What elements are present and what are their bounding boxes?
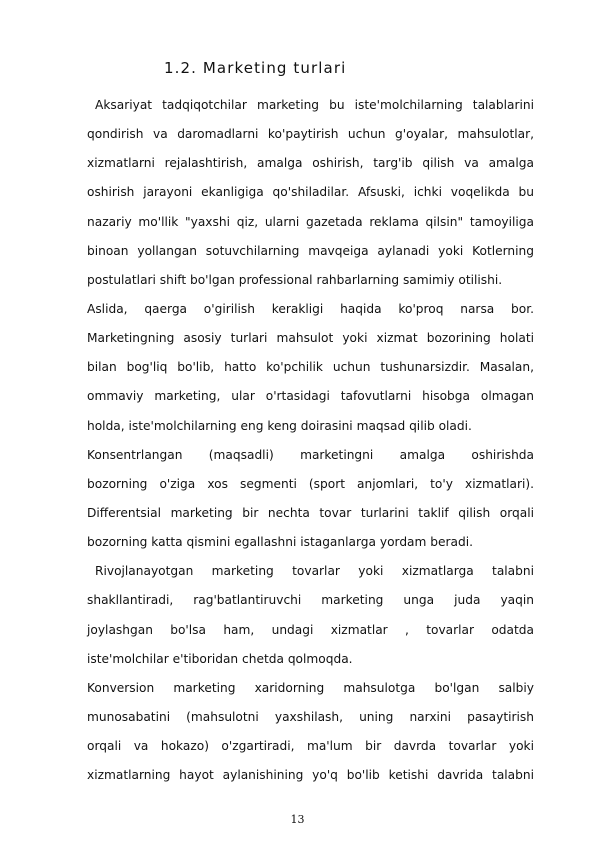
page-number: 13 (290, 813, 305, 826)
text-line: Rivojlanayotgan marketing tovarlar yoki xizmatlarga talabni (95, 564, 534, 579)
section-heading: 1.2. Marketing turlari (164, 59, 347, 77)
body-text (87, 91, 534, 790)
text-line: binoan yollangan sotuvchilarning mavqeiga aylanadi yoki Kotlerning (87, 243, 534, 258)
text-line: Aslida, qaerga o'girilish kerakligi haqida ko'proq narsa bor. (87, 301, 534, 316)
text-line: ommaviy marketing, ular o'rtasidagi tafovutlarni hisobga olmagan (87, 389, 534, 404)
text-line: postulatlari shift bo'lgan professional rahbarlarning samimiy otilishi. (87, 272, 503, 287)
text-line: Konversion marketing xaridorning mahsulotga bo'lgan salbiy (87, 680, 534, 695)
text-line: oshirish jarayoni ekanligiga qo'shiladilar. Afsuski, ichki voqelikda bu (87, 185, 534, 200)
text-line: qondirish va daromadlarni ko'paytirish uchun g'oyalar, mahsulotlar, (87, 127, 534, 142)
text-line: joylashgan bo'lsa ham, undagi xizmatlar , tovarlar odatda (87, 622, 534, 637)
text-line: Aksariyat tadqiqotchilar marketing bu iste'molchilarning talablarini (95, 98, 534, 112)
text-line: iste'molchilar e'tiboridan chetda qolmoqda. (87, 651, 353, 666)
text-line: xizmatlarning hayot aylanishining yo'q bo'lib ketishi davrida talabni (87, 768, 534, 783)
text-line: bozorning katta qismini egallashni istaganlarga yordam beradi. (87, 535, 473, 550)
text-line: bozorning o'ziga xos segmenti (sport anjomlari, to'y xizmatlari). (87, 476, 534, 491)
text-line: Differentsial marketing bir nechta tovar turlarini taklif qilish orqali (87, 505, 534, 520)
text-line: orqali va hokazo) o'zgartiradi, ma'lum bir davrda tovarlar yoki (87, 739, 534, 754)
text-line: bilan bog'liq bo'lib, hatto ko'pchilik uchun tushunarsizdir. Masalan, (87, 360, 534, 375)
text-line: shakllantiradi, rag'batlantiruvchi marketing unga juda yaqin (87, 593, 534, 608)
text-line: xizmatlarni rejalashtirish, amalga oshirish, targ'ib qilish va amalga (87, 156, 534, 171)
text-line: munosabatini (mahsulotni yaxshilash, uning narxini pasaytirish (87, 709, 534, 724)
text-line: Konsentrlangan (maqsadli) marketingni amalga oshirishda (87, 447, 534, 462)
text-line: Marketingning asosiy turlari mahsulot yoki xizmat bozorining holati (87, 331, 534, 346)
text-line: holda, iste'molchilarning eng keng doirasini maqsad qilib oladi. (87, 418, 472, 433)
text-line: nazariy mo'llik "yaxshi qiz, ularni gazetada reklama qilsin" tamoyiliga (87, 214, 534, 229)
